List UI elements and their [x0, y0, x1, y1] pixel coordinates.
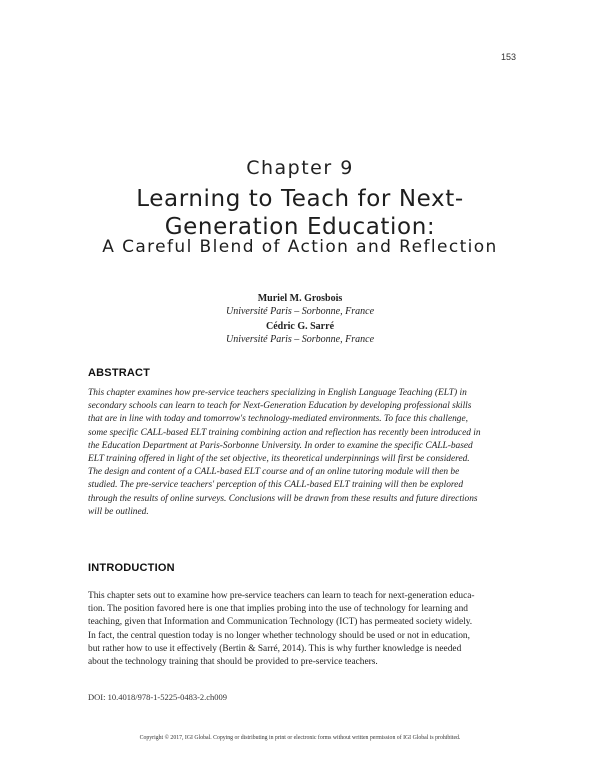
- author-affiliation-1: Université Paris – Sorbonne, France: [225, 306, 375, 317]
- introduction-heading: INTRODUCTION: [88, 562, 175, 574]
- copyright-notice: Copyright © 2017, IGI Global. Copying or distributing in print or electronic forms without written permission of IGI Global is prohibited.: [139, 735, 461, 741]
- introduction-line: In fact, the central question today is no longer whether technology should be used or not in education,: [88, 630, 470, 641]
- abstract-line: will be outlined.: [88, 506, 149, 517]
- introduction-body: [88, 590, 514, 669]
- introduction-line: teaching, given that Information and Communication Technology (ICT) has permeated society widely.: [88, 617, 473, 628]
- author-affiliation-2: Université Paris – Sorbonne, France: [225, 334, 375, 345]
- chapter-title-line-2: Generation Education:: [164, 214, 436, 240]
- introduction-line: but rather how to use it effectively (Bertin & Sarré, 2014). This is why further knowledge is needed: [88, 643, 462, 654]
- abstract-body: [88, 387, 514, 519]
- introduction-line: This chapter sets out to examine how pre-service teachers can learn to teach for next-generation educa-: [88, 591, 475, 601]
- abstract-heading: ABSTRACT: [88, 367, 151, 379]
- introduction-line: tion. The position favored here is one that implies probing into the use of technology for learning and: [88, 604, 468, 615]
- author-name-1: Muriel M. Grosbois: [257, 293, 343, 304]
- abstract-line: the Education Department at Paris-Sorbonne University. In order to examine the specific CALL-based: [88, 440, 473, 451]
- page-number: 153: [500, 52, 516, 62]
- introduction-line: about the technology training that should be provided to pre-service teachers.: [88, 657, 378, 668]
- chapter-label: Chapter 9: [246, 157, 354, 179]
- abstract-line: through the results of online surveys. Conclusions will be drawn from these results and future directions: [88, 493, 478, 504]
- abstract-line: ELT training offered in light of the set objective, its theoretical underpinnings will first be considered.: [88, 454, 470, 465]
- chapter-title-line-1: Learning to Teach for Next-: [136, 186, 464, 212]
- chapter-title: [60, 185, 540, 241]
- abstract-line: that are in line with today and tomorrow's technology-mediated environments. To face this challenge,: [88, 414, 468, 425]
- doi: DOI: 10.4018/978-1-5225-0483-2.ch009: [88, 692, 228, 702]
- abstract-line: some specific CALL-based ELT training combining action and reflection has recently been introduced in: [88, 427, 481, 438]
- author-name-2: Cédric G. Sarré: [265, 321, 335, 332]
- abstract-line: studied. The pre-service teachers' perception of this CALL-based ELT training will then be explored: [88, 480, 464, 491]
- chapter-subtitle: A Careful Blend of Action and Reflection: [102, 237, 498, 257]
- abstract-line: secondary schools can learn to teach for Next-Generation Education by developing professional skills: [88, 401, 472, 412]
- abstract-line: This chapter examines how pre-service teachers specializing in English Language Teaching (ELT) in: [88, 388, 467, 398]
- abstract-line: The design and content of a CALL-based ELT course and of an online tutoring module will then be: [88, 467, 460, 478]
